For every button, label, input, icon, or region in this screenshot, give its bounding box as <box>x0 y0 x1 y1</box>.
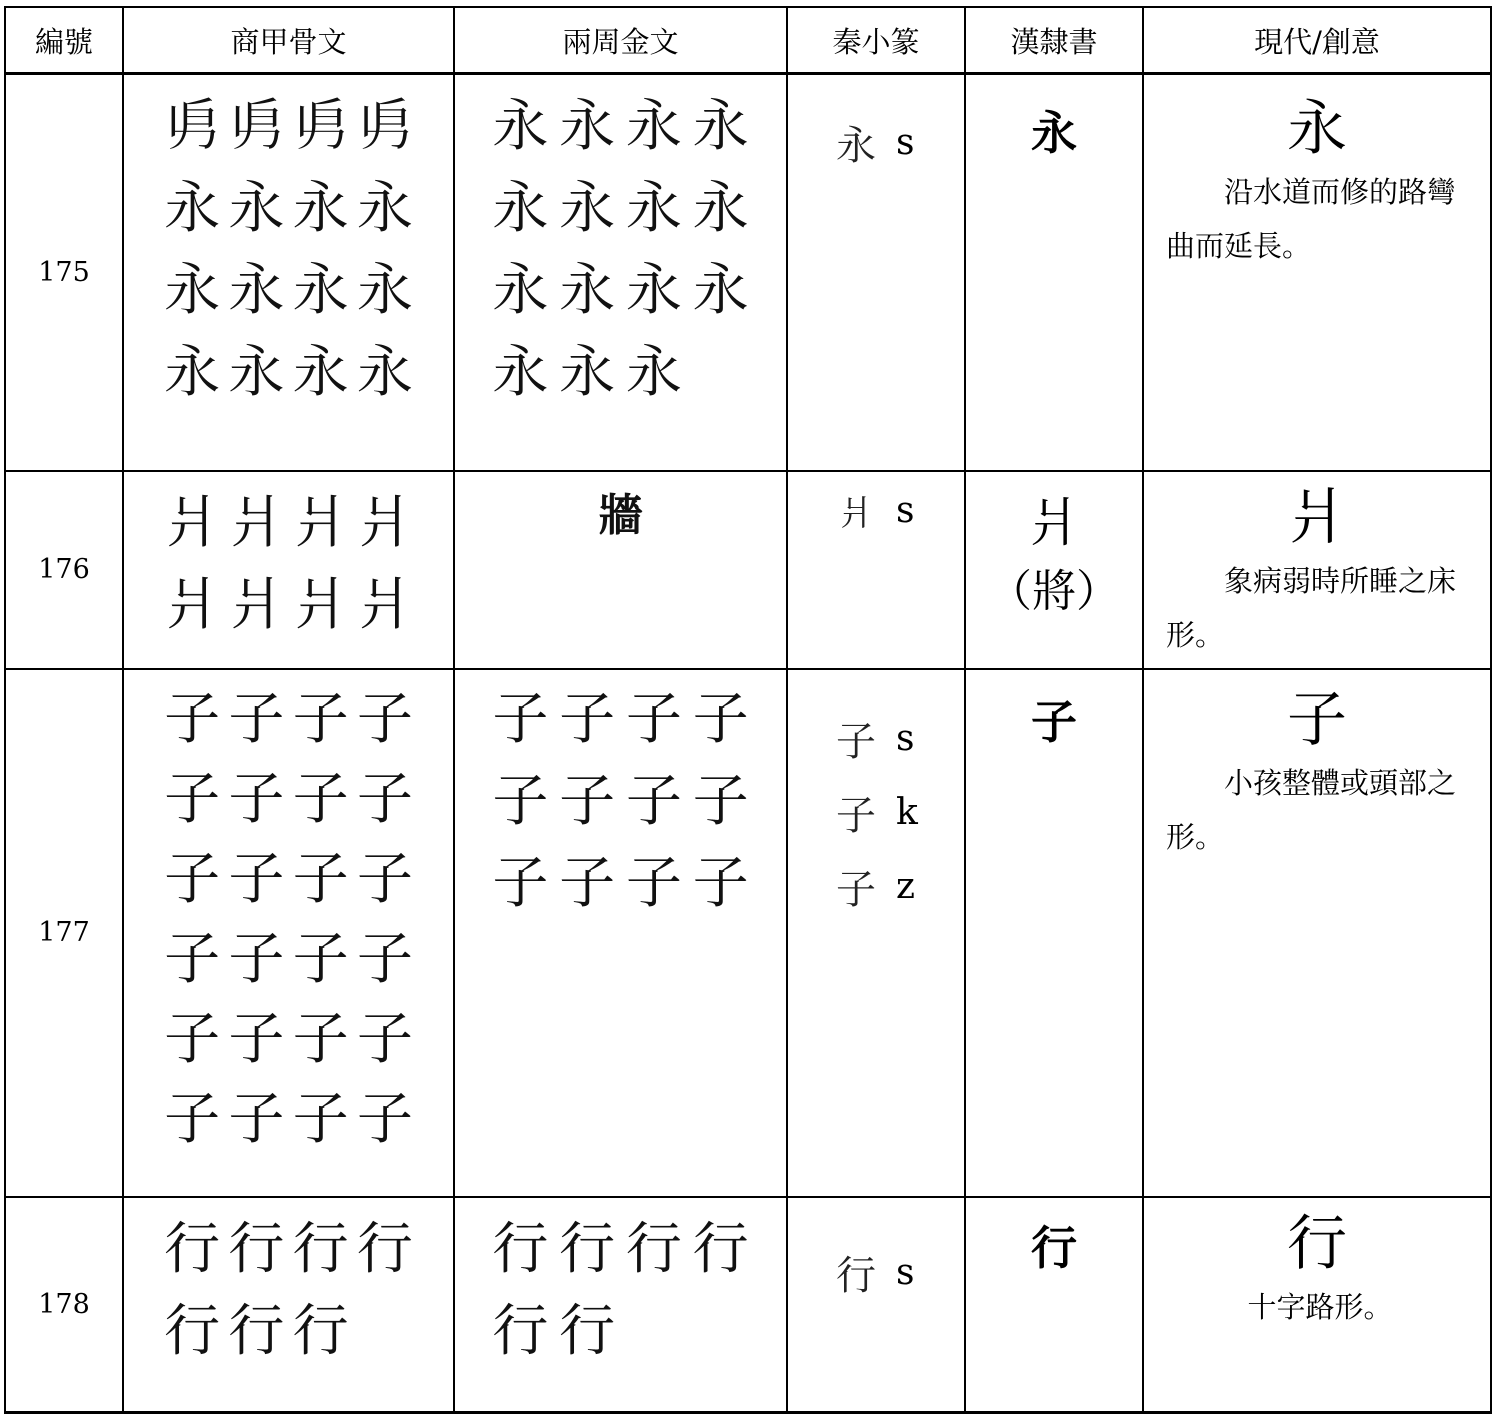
bronze-cell <box>454 74 787 471</box>
clerical-cell <box>965 669 1143 1197</box>
oracle-glyph: 行 <box>356 1216 413 1282</box>
bronze-glyph: 子 <box>625 686 682 752</box>
modern-character: 行 <box>1287 1208 1347 1279</box>
seal-cell <box>787 471 965 669</box>
oracle-glyph: 行 <box>164 1216 221 1282</box>
oracle-glyph: 子 <box>228 766 285 832</box>
entry-row-176 <box>5 471 1491 669</box>
character-evolution-table <box>4 6 1492 1414</box>
oracle-glyph: 子 <box>164 686 221 752</box>
entry-number: 175 <box>5 74 123 471</box>
oracle-cell <box>123 74 454 471</box>
seal-glyph: 永 <box>836 122 876 169</box>
oracle-glyph: 子 <box>356 686 413 752</box>
oracle-glyph: 永 <box>164 258 221 323</box>
bronze-glyph: 子 <box>559 850 616 916</box>
oracle-glyph: 子 <box>292 926 349 992</box>
header-modern: 現代/創意 <box>1143 7 1491 74</box>
oracle-glyph: 爿 <box>356 490 413 556</box>
modern-character: 永 <box>1287 94 1347 164</box>
oracle-glyph: 子 <box>228 1086 285 1152</box>
oracle-glyph-grid <box>124 75 453 411</box>
oracle-glyph: 子 <box>164 926 221 992</box>
oracle-glyph: 永 <box>228 258 285 323</box>
modern-cell <box>1143 1197 1491 1413</box>
bronze-cell <box>454 1197 787 1413</box>
seal-glyph: 爿 <box>839 494 873 534</box>
oracle-glyph: 子 <box>228 1006 285 1072</box>
seal-source-tag: z <box>896 866 915 907</box>
bronze-glyph-grid <box>455 75 786 411</box>
header-bronze: 兩周金文 <box>454 7 787 74</box>
oracle-glyph: 子 <box>292 846 349 912</box>
clerical-cell <box>965 74 1143 471</box>
seal-source-tag: s <box>896 1252 915 1293</box>
oracle-glyph: 行 <box>292 1216 349 1282</box>
bronze-glyph-grid <box>455 1198 786 1370</box>
clerical-cell <box>965 1197 1143 1413</box>
entry-row-178 <box>5 1197 1491 1413</box>
seal-glyph: 子 <box>836 793 876 839</box>
modern-description: 象病弱時所睡之床形。 <box>1166 563 1457 652</box>
bronze-glyph: 子 <box>692 850 749 916</box>
seal-cell <box>787 669 965 1197</box>
oracle-glyph: 行 <box>228 1216 285 1282</box>
clerical-block <box>966 670 1142 752</box>
oracle-glyph-grid <box>124 472 453 644</box>
oracle-glyph: 行 <box>164 1298 221 1364</box>
entry-row-177 <box>5 669 1491 1197</box>
oracle-glyph: 爿 <box>292 572 349 638</box>
oracle-glyph: 𠂣 <box>292 94 349 159</box>
bronze-glyph-grid <box>455 472 786 546</box>
oracle-cell <box>123 669 454 1197</box>
bronze-glyph: 永 <box>692 258 749 323</box>
oracle-glyph: 永 <box>292 176 349 241</box>
oracle-glyph: 子 <box>356 926 413 992</box>
bronze-glyph: 子 <box>492 850 549 916</box>
bronze-glyph: 永 <box>692 94 749 159</box>
bronze-glyph: 行 <box>492 1298 549 1364</box>
bronze-glyph: 牆 <box>598 489 643 541</box>
oracle-glyph: 爿 <box>228 572 285 638</box>
seal-source-tag: s <box>896 718 915 759</box>
seal-item <box>828 474 964 548</box>
oracle-glyph: 子 <box>164 1006 221 1072</box>
bronze-glyph: 永 <box>492 340 549 405</box>
oracle-glyph: 永 <box>356 176 413 241</box>
oracle-glyph: 子 <box>164 846 221 912</box>
oracle-glyph: 子 <box>292 686 349 752</box>
bronze-glyph: 子 <box>559 686 616 752</box>
oracle-glyph: 爿 <box>228 490 285 556</box>
oracle-glyph: 子 <box>228 846 285 912</box>
oracle-glyph-grid <box>124 1198 453 1370</box>
oracle-glyph: 子 <box>228 926 285 992</box>
modern-description: 十字路形。 <box>1247 1289 1393 1324</box>
bronze-glyph: 永 <box>559 94 616 159</box>
seal-source-tag: s <box>896 490 915 531</box>
clerical-note: （將） <box>988 565 1120 617</box>
oracle-glyph: 𠂣 <box>228 94 285 159</box>
seal-list <box>788 670 964 924</box>
bronze-glyph: 行 <box>559 1216 616 1282</box>
oracle-glyph: 子 <box>292 1006 349 1072</box>
oracle-glyph: 永 <box>164 340 221 405</box>
oracle-cell <box>123 471 454 669</box>
bronze-glyph: 行 <box>692 1216 749 1282</box>
header-small-seal: 秦小篆 <box>787 7 965 74</box>
header-number: 編號 <box>5 7 123 74</box>
seal-cell <box>787 1197 965 1413</box>
bronze-glyph: 子 <box>692 768 749 834</box>
header-row <box>5 7 1491 74</box>
clerical-cell <box>965 471 1143 669</box>
oracle-glyph: 永 <box>228 340 285 405</box>
oracle-glyph: 永 <box>356 340 413 405</box>
oracle-glyph: 子 <box>356 846 413 912</box>
clerical-glyph: 爿 <box>1027 493 1080 554</box>
oracle-cell <box>123 1197 454 1413</box>
entry-number: 178 <box>5 1197 123 1413</box>
header-oracle-bone: 商甲骨文 <box>123 7 454 74</box>
modern-character: 子 <box>1287 684 1347 755</box>
entry-number: 176 <box>5 471 123 669</box>
oracle-glyph: 永 <box>356 258 413 323</box>
oracle-glyph: 子 <box>292 1086 349 1152</box>
oracle-glyph: 行 <box>228 1298 285 1364</box>
bronze-glyph: 永 <box>492 258 549 323</box>
seal-item <box>828 702 964 776</box>
oracle-glyph: 爿 <box>292 490 349 556</box>
oracle-glyph: 爿 <box>164 572 221 638</box>
oracle-glyph: 子 <box>164 766 221 832</box>
clerical-glyph: 行 <box>1031 1220 1077 1275</box>
oracle-glyph: 𠂣 <box>356 94 413 159</box>
seal-glyph: 子 <box>836 867 876 913</box>
modern-cell <box>1143 74 1491 471</box>
entry-number: 177 <box>5 669 123 1197</box>
bronze-glyph: 永 <box>625 340 682 405</box>
header-clerical: 漢隸書 <box>965 7 1143 74</box>
bronze-glyph: 永 <box>492 94 549 159</box>
oracle-glyph: 子 <box>356 766 413 832</box>
bronze-glyph: 子 <box>492 686 549 752</box>
seal-item <box>828 850 964 924</box>
oracle-glyph: 永 <box>292 258 349 323</box>
clerical-block <box>966 75 1142 163</box>
oracle-glyph: 永 <box>228 176 285 241</box>
oracle-glyph: 永 <box>292 340 349 405</box>
seal-glyph: 行 <box>836 1253 876 1299</box>
oracle-glyph-grid <box>124 670 453 1158</box>
seal-item <box>828 1236 964 1310</box>
bronze-glyph: 行 <box>492 1216 549 1282</box>
bronze-cell <box>454 471 787 669</box>
bronze-glyph: 永 <box>625 176 682 241</box>
oracle-glyph: 子 <box>164 1086 221 1152</box>
bronze-glyph-grid <box>455 670 786 922</box>
clerical-glyph: 永 <box>1031 106 1077 160</box>
oracle-glyph: 爿 <box>164 490 221 556</box>
bronze-glyph: 永 <box>492 176 549 241</box>
oracle-glyph: 子 <box>292 766 349 832</box>
clerical-block <box>966 472 1142 622</box>
bronze-glyph: 子 <box>692 686 749 752</box>
bronze-glyph: 子 <box>625 850 682 916</box>
seal-item <box>828 105 964 179</box>
bronze-cell <box>454 669 787 1197</box>
bronze-glyph: 子 <box>625 768 682 834</box>
modern-description: 沿水道而修的路彎曲而延長。 <box>1166 175 1457 263</box>
seal-source-tag: k <box>896 792 918 833</box>
entry-row-175 <box>5 74 1491 471</box>
seal-list <box>788 1198 964 1310</box>
bronze-glyph: 子 <box>559 768 616 834</box>
seal-glyph: 子 <box>836 719 876 765</box>
seal-list <box>788 75 964 179</box>
bronze-glyph: 永 <box>559 340 616 405</box>
modern-character: 爿 <box>1287 482 1347 553</box>
clerical-glyph: 子 <box>1031 694 1077 749</box>
bronze-glyph: 永 <box>692 176 749 241</box>
seal-source-tag: s <box>896 121 915 163</box>
oracle-glyph: 行 <box>292 1298 349 1364</box>
oracle-glyph: 子 <box>228 686 285 752</box>
bronze-glyph: 永 <box>625 94 682 159</box>
seal-list <box>788 472 964 548</box>
bronze-glyph: 行 <box>559 1298 616 1364</box>
clerical-block <box>966 1198 1142 1278</box>
oracle-glyph: 子 <box>356 1006 413 1072</box>
bronze-glyph: 子 <box>492 768 549 834</box>
modern-cell <box>1143 669 1491 1197</box>
bronze-glyph: 行 <box>625 1216 682 1282</box>
seal-item <box>828 776 964 850</box>
bronze-glyph: 永 <box>625 258 682 323</box>
modern-description: 小孩整體或頭部之形。 <box>1166 765 1457 854</box>
oracle-glyph: 子 <box>356 1086 413 1152</box>
seal-cell <box>787 74 965 471</box>
bronze-glyph: 永 <box>559 176 616 241</box>
oracle-glyph: 𠂣 <box>164 94 221 159</box>
oracle-glyph: 永 <box>164 176 221 241</box>
bronze-glyph: 永 <box>559 258 616 323</box>
oracle-glyph: 爿 <box>356 572 413 638</box>
modern-cell <box>1143 471 1491 669</box>
